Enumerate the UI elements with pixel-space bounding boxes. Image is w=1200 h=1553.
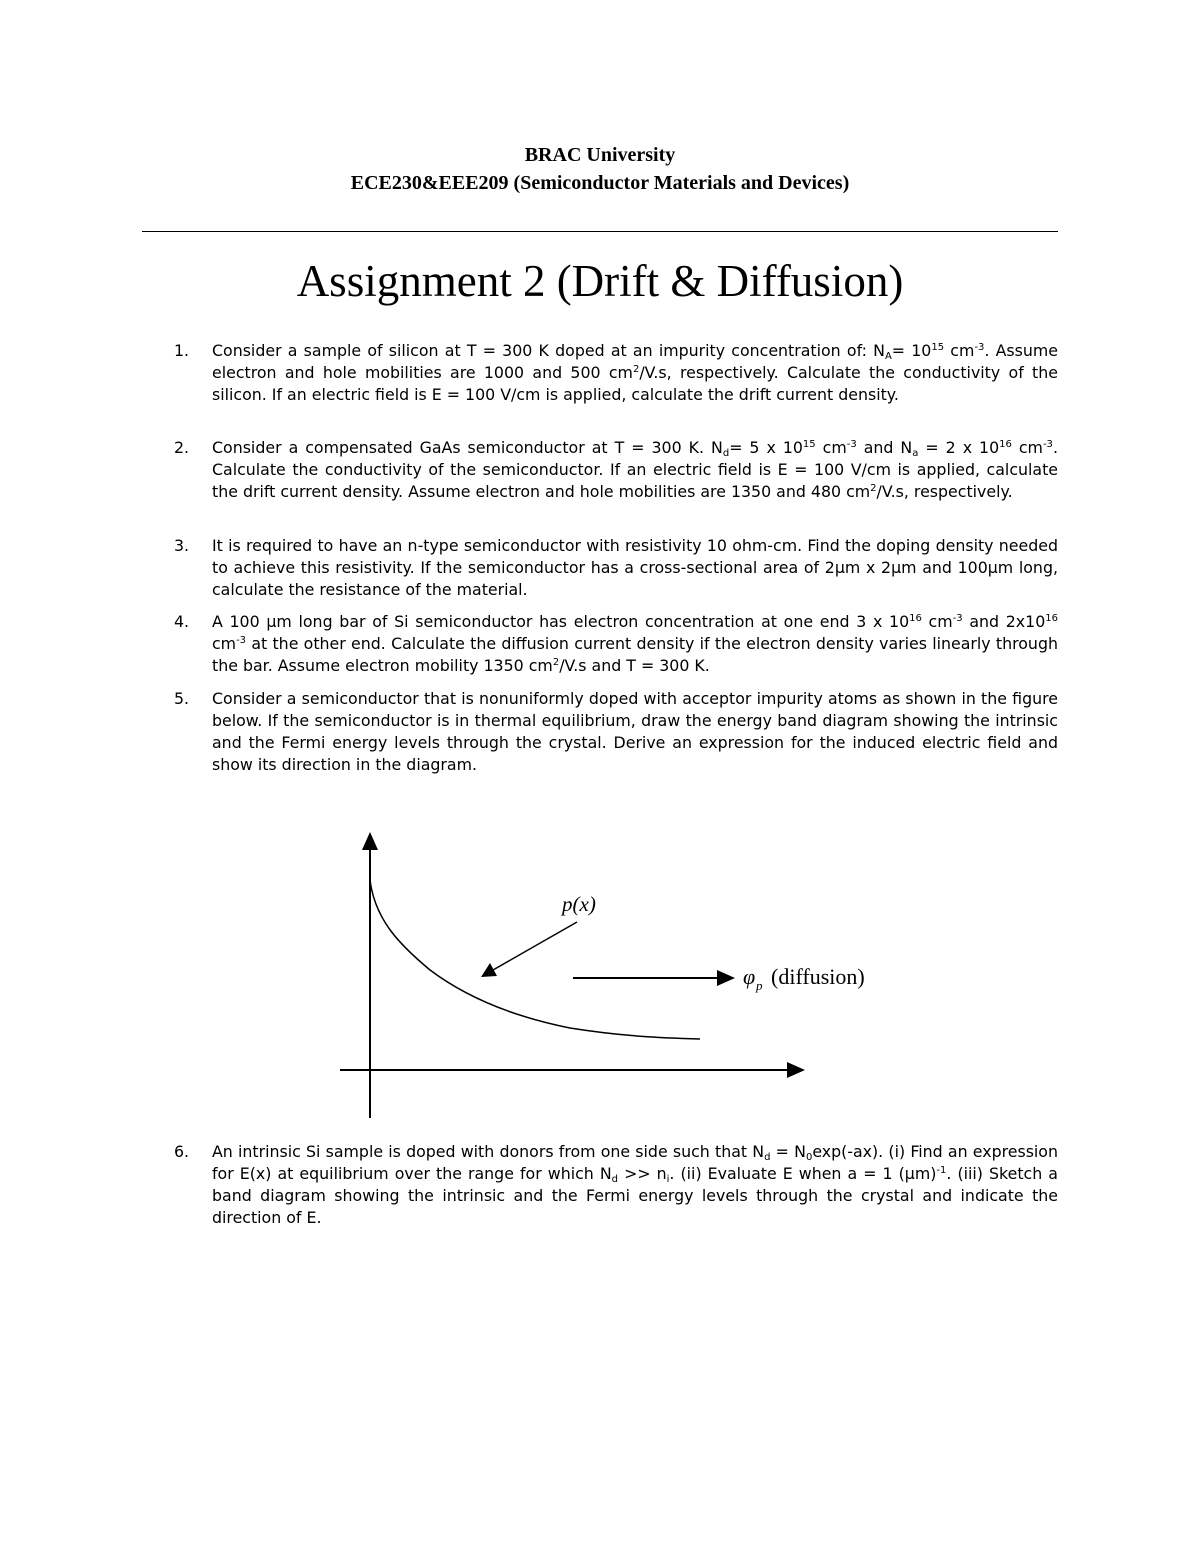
question-2-text: Consider a compensated GaAs semiconductor at T = 300 K. $N_d= 5$ x $10^{15}$ $cm^{-3}$ and $N_a = 2$ x $10^{16}$ $cm^{-3}$. Calculate the conductivity of the semiconductor. If an electric field is E = 100 V/cm is applied, calculate the drift current density. Assume electron and hole mobilities are 1350 and 480 $cm^2/V.s$, respectively. (212, 438, 1058, 501)
concentration-curve (370, 880, 700, 1039)
question-4-number: 4. (174, 612, 190, 631)
flux-symbol: φ (743, 964, 756, 989)
university-name: BRAC University (524, 144, 676, 166)
question-6-text: An intrinsic Si sample is doped with donors from one side such that $N_d = N_0\exp(-ax)$. (i) Find an expression for E(x) at equilibrium over the range for which $N_d >> n_i$. (ii) Evaluate E when a = 1 $(\mu m)^{-1}$. (iii) Sketch a band diagram showing the intrinsic and the Fermi energy levels through the crystal and indicate the direction of E. (212, 1142, 1058, 1227)
assignment-title: Assignment 2 (Drift & Diffusion) (296, 256, 904, 306)
y-axis-arrowhead (362, 832, 378, 850)
course-title: ECE230&EEE209 (Semiconductor Materials and Devices) (350, 172, 850, 194)
flux-arrowhead (717, 970, 735, 986)
question-6-number: 6. (174, 1142, 190, 1161)
question-1-text: Consider a sample of silicon at T = 300 K doped at an impurity concentration of: $N_A= 10^{15}$ $cm^{-3}$. Assume electron and hole mobilities are 1000 and 500 $cm^2/V.s$, respectively. Calculate the conductivity of the silicon. If an electric field is E = 100 V/cm is applied, calculate the drift current density. (212, 341, 1058, 404)
pointer-arrowhead (481, 963, 497, 977)
x-axis-arrowhead (787, 1062, 805, 1078)
flux-subscript: p (756, 978, 763, 993)
question-2-number: 2. (174, 438, 190, 457)
question-3-number: 3. (174, 536, 190, 555)
curve-label: p(x) (562, 892, 596, 916)
pointer-line (493, 922, 577, 970)
question-5-text: Consider a semiconductor that is nonuniformly doped with acceptor impurity atoms as shown in the figure below. If the semiconductor is in thermal equilibrium, draw the energy band diagram showing the intrinsic and the Fermi energy levels through the crystal. Derive an expression for the induced electric field and show its direction in the diagram. (212, 689, 1058, 774)
question-3-text: It is required to have an n-type semiconductor with resistivity 10 ohm-cm. Find the doping density needed to achieve this resistivity. If the semiconductor has a cross-sectional area of 2µm x 2µm and 100µm long, calculate the resistance of the material. (212, 536, 1058, 599)
question-5-number: 5. (174, 689, 190, 708)
flux-label: (diffusion) (771, 964, 865, 989)
question-1-number: 1. (174, 341, 190, 360)
question-4-text: A 100 µm long bar of Si semiconductor has electron concentration at one end 3 x $10^{16}$ $cm^{-3}$ and $2x10^{16}$ $cm^{-3}$ at the other end. Calculate the diffusion current density if the electron density varies linearly through the bar. Assume electron mobility 1350 $cm^2/V.s$ and T = 300 K. (212, 612, 1058, 675)
